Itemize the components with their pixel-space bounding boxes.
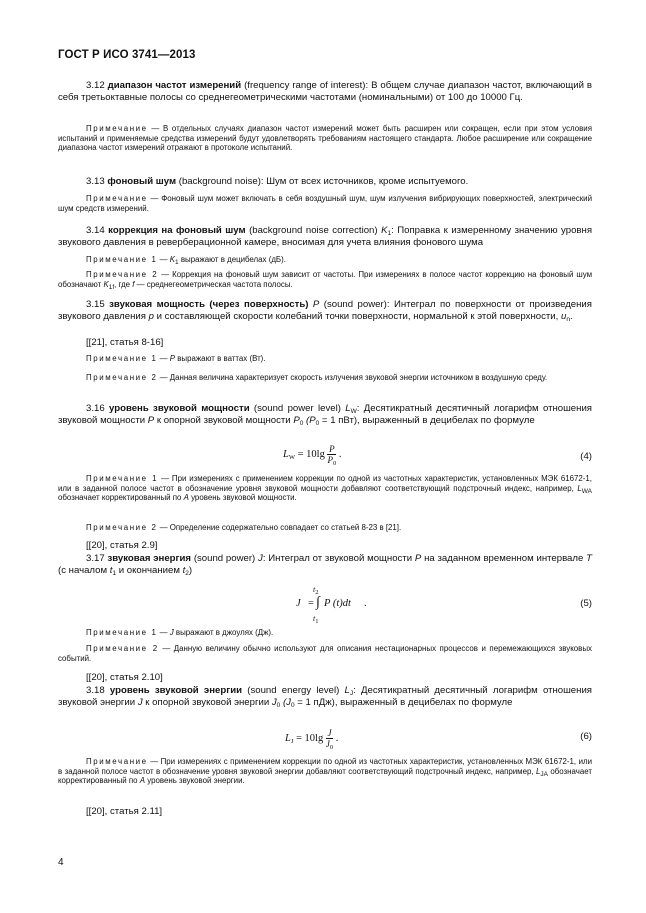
equation-5: $t_2$ J = ∫ P (t)dt . $t_1$: [296, 585, 367, 625]
equation-4: $L_W = 10\lg$ $\frac{P}{P_0}$ .: [283, 444, 342, 467]
clause-3-17: 3.17 звуковая энергия (sound power) J: Интеграл от звуковой мощности P на заданном временном интервале T (с началом $t_1$ и окончанием $t_2$): [58, 553, 592, 577]
document-header: ГОСТ Р ИСО 3741—2013: [58, 49, 196, 61]
note-3-16-2: Примечание 2 — Определение содержательно совпадает со статьей 8-23 в [21].: [86, 523, 402, 532]
integral-sign: ∫: [316, 595, 320, 610]
citation-3-18: [[20], статья 2.11]: [86, 806, 163, 817]
note-3-13: Примечание — Фоновый шум может включать в себя воздушный шум, шум излучения вибрирующих поверхностей, электрический шум средств измерений.: [58, 194, 592, 213]
note-3-14-2: Примечание 2 — Коррекция на фоновый шум зависит от частоты. При измерениях в полосе частот коррекцию на фоновый шум обозначают $K_{1f}$, где f — среднегеометрическая частота полосы.: [58, 270, 592, 291]
clause-3-14: 3.14 коррекция на фоновый шум (background noise correction) $K_1$: Поправка к измеренному значению уровня звукового давления в реверберационной камере, вносимая для учета влияния фонового шума: [58, 225, 593, 248]
clause-3-12: 3.12 диапазон частот измерений (frequency range of interest): В общем случае диапазон частот, включающий в себя третьоктавные полосы со среднегеометрическими частотами (номинальными) от 100 до 10000 Гц.: [58, 80, 593, 103]
citation-3-15: [[21], статья 8-16]: [86, 337, 164, 348]
equation-6: $L_J = 10\lg$ $\frac{J}{J_0}$ .: [285, 728, 339, 751]
clause-3-13: 3.13 фоновый шум (background noise): Шум от всех источников, кроме испытуемого.: [86, 176, 469, 187]
equation-6-number: (6): [580, 731, 592, 742]
equation-4-number: (4): [580, 451, 592, 462]
clause-3-15: 3.15 звуковая мощность (через поверхность) P (sound power): Интеграл по поверхности от произведения звукового давления p и составляющей скорости колебаний точки поверхности, нормальной к этой поверхности, $u_n$.: [58, 299, 592, 323]
clause-3-16: 3.16 уровень звуковой мощности (sound power level) $L_W$: Десятикратный десятичный логарифм отношения звуковой мощности P к опорной звуковой мощности $P_0$ ($P_0 = 1$ пВт), выраженный в децибелах по формуле: [58, 403, 592, 427]
note-3-17-1: Примечание 1 — J выражают в джоулях (Дж).: [86, 628, 274, 637]
citation-3-17: [[20], статья 2.10]: [86, 672, 163, 683]
note-3-18: Примечание — При измерениях с применением коррекции по одной из частотных характеристик, установленных МЭК 61672-1, или в заданной полосе частот в обозначение уровня звуковой энергии добавляют соответствующий подстрочный индекс, например, $L_{JA}$ обозначает корректированный по A уровень звуковой энергии.: [58, 757, 592, 786]
page-number: 4: [58, 857, 64, 868]
note-3-16-1: Примечание 1 — При измерениях с применением коррекции по одной из частотных характеристик, установленных МЭК 61672-1, или в заданной полосе частот в обозначение уровня звуковой мощности добавляют соответствующий подстрочный индекс, например, $L_{WA}$ обозначает корректированный по A уровень звуковой мощности.: [58, 474, 593, 503]
note-3-14-1: Примечание 1 — $K_1$ выражают в децибелах (дБ).: [86, 255, 286, 266]
citation-3-16: [[20], статья 2.9]: [86, 540, 158, 551]
equation-5-number: (5): [580, 598, 592, 609]
note-3-17-2: Примечание 2 — Данную величину обычно используют для описания нестационарных процессов и перемежающихся звуковых событий.: [58, 644, 592, 663]
note-3-12: Примечание — В отдельных случаях диапазон частот измерений может быть расширен или сокращен, если при этом условия испытаний и применяемые средства измерений будут удовлетворять требованиям настоящего стандарта. Любое расширение или сокращение диапазона частот измерений отражают в протоколе испытаний.: [58, 124, 592, 153]
note-3-15-1: Примечание 1 — P выражают в ваттах (Вт).: [86, 354, 266, 363]
note-3-15-2: Примечание 2 — Данная величина характеризует скорость излучения звуковой энергии источником в воздушную среду.: [86, 373, 548, 382]
clause-3-18: 3.18 уровень звуковой энергии (sound energy level) $L_J$: Десятикратный десятичный логарифм отношения звуковой энергии J к опорной звуковой энергии $J_0$ ($J_0 = 1$ пДж), выраженный в децибелах по формуле: [58, 685, 592, 709]
